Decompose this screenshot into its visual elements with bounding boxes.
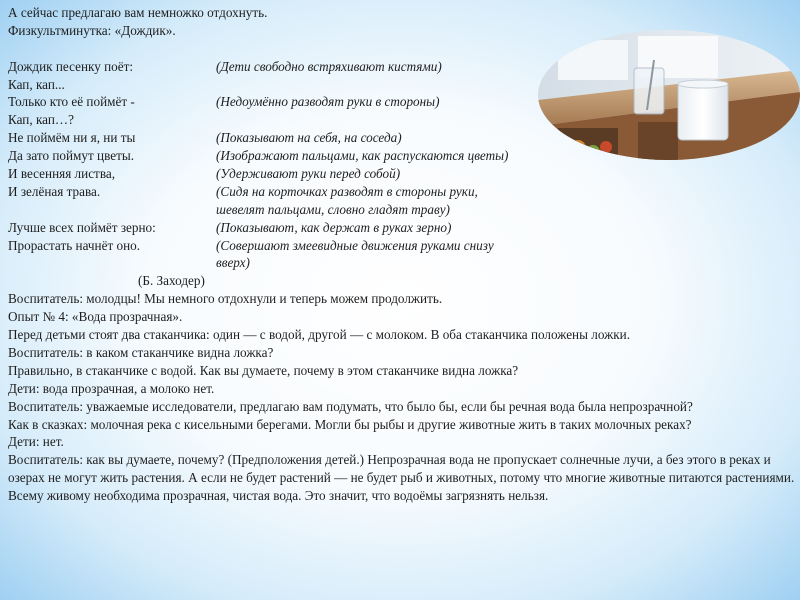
- poem-verse: Кап, кап…?: [8, 112, 74, 128]
- paragraph: Воспитатель: в каком стаканчике видна ложка?: [8, 344, 274, 360]
- lesson-text: [8, 4, 798, 505]
- poem-author: (Б. Заходер): [138, 273, 205, 289]
- paragraph: Воспитатель: как вы думаете, почему? (Предположения детей.) Непрозрачная вода не пропускает солнечные лучи, а без этого в реках и озерах не могут жить растения. А если не будет растений — не будет рыб и животных, потому что многие животные питаются растениями. Всему живому необходима прозрачная, чистая вода. Это значит, что водоёмы загрязнять нельзя.: [8, 452, 795, 504]
- poem-verse: Только кто её поймёт -: [8, 94, 135, 110]
- paragraph: Дети: вода прозрачная, а молоко нет.: [8, 380, 215, 396]
- poem-row: [8, 165, 798, 183]
- paragraph: Дети: нет.: [8, 434, 64, 450]
- poem-verse: И весенняя листва,: [8, 166, 116, 182]
- poem-row: [8, 254, 798, 272]
- poem-row: [8, 93, 798, 111]
- poem-row: [8, 76, 798, 94]
- experiment-title: Опыт № 4: «Вода прозрачная».: [8, 309, 183, 325]
- poem-row: [8, 147, 798, 165]
- poem-row: [8, 201, 798, 219]
- poem-verse: И зелёная трава.: [8, 183, 101, 199]
- poem-action: (Недоумённо разводят руки в стороны): [216, 94, 440, 110]
- intro-line: А сейчас предлагаю вам немножко отдохнуть.: [8, 5, 268, 20]
- poem-verse: Прорастать начнёт оно.: [8, 237, 141, 253]
- paragraph: Правильно, в стаканчике с водой. Как вы думаете, почему в этом стаканчике видна ложка?: [8, 362, 519, 378]
- paragraph: Воспитатель: молодцы! Мы немного отдохнули и теперь можем продолжить.: [8, 291, 443, 307]
- poem-row: [8, 237, 798, 255]
- poem-action: шевелят пальцами, словно гладят траву): [216, 201, 450, 217]
- poem-row: [8, 219, 798, 237]
- poem-verse: Да зато поймут цветы.: [8, 148, 135, 164]
- paragraph: Перед детьми стоят два стаканчика: один — с водой, другой — с молоком. В оба стаканчика положены ложки.: [8, 327, 630, 343]
- poem-action: (Дети свободно встряхивают кистями): [216, 58, 442, 74]
- poem-action: (Совершают змеевидные движения руками снизу: [216, 237, 494, 253]
- paragraph: Как в сказках: молочная река с кисельными берегами. Могли бы рыбы и другие животные жить в таких молочных реках?: [8, 416, 692, 432]
- poem-verse: Не поймём ни я, ни ты: [8, 130, 136, 146]
- paragraph: Воспитатель: уважаемые исследователи, предлагаю вам подумать, что было бы, если бы речная вода была непрозрачной?: [8, 398, 693, 414]
- poem-row: [8, 58, 798, 76]
- poem-verse: Лучше всех поймёт зерно:: [8, 219, 156, 235]
- poem-verse: Кап, кап...: [8, 76, 65, 92]
- spacer: [8, 40, 798, 58]
- poem-action: (Показывают на себя, на соседа): [216, 130, 402, 146]
- poem-action: (Показывают, как держат в руках зерно): [216, 219, 452, 235]
- poem-action: вверх): [216, 255, 250, 271]
- poem-verse: Дождик песенку поёт:: [8, 58, 134, 74]
- poem-action: (Удерживают руки перед собой): [216, 166, 401, 182]
- poem-action: (Изображают пальцами, как распускаются цветы): [216, 148, 509, 164]
- poem-row: [8, 183, 798, 201]
- poem-row: [8, 129, 798, 147]
- intro-title: Физкультминутка: «Дождик».: [8, 22, 176, 38]
- poem-action: (Сидя на корточках разводят в стороны руки,: [216, 183, 478, 199]
- poem-row: [8, 111, 798, 129]
